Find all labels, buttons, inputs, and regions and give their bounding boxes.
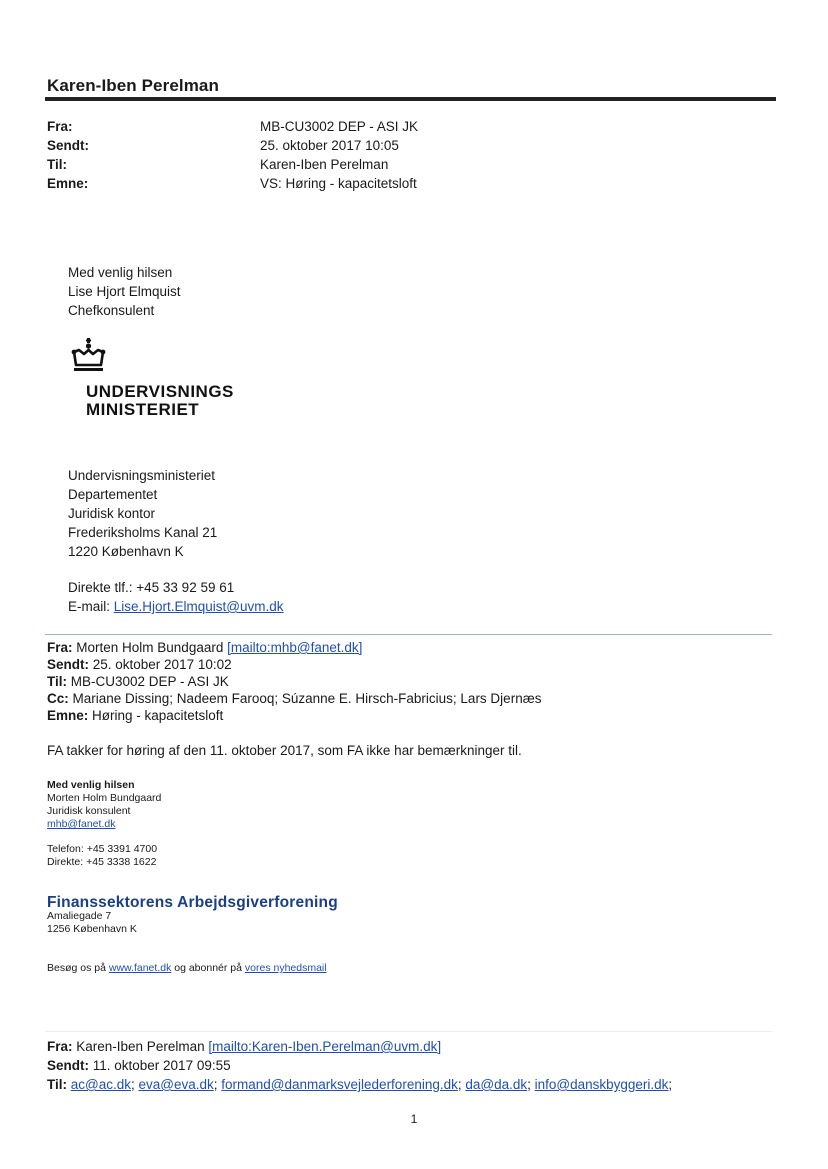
email2-sent-value: 25. oktober 2017 10:02	[89, 657, 232, 672]
header-labels	[47, 117, 89, 193]
email2-from-label: Fra:	[47, 640, 73, 655]
org-city: 1256 København K	[47, 923, 137, 935]
address-line: Undervisningsministeriet	[68, 468, 216, 483]
recipient-link[interactable]: ac@ac.dk	[70, 1077, 131, 1092]
logo-line-1: UNDERVISNINGS	[86, 382, 234, 401]
visit-line	[47, 962, 327, 974]
header-label-from: Fra:	[47, 119, 73, 134]
email2-mailto-link[interactable]: [mailto:mhb@fanet.dk]	[227, 640, 363, 655]
email3-to: Til: ac@ac.dk; eva@eva.dk; formand@danmarksvejlederforening.dk; da@da.dk; info@danskbyggeri.dk;	[47, 1077, 673, 1092]
signature-name: Lise Hjort Elmquist	[68, 284, 181, 299]
email3-sent	[47, 1056, 672, 1075]
email3-sent-value: 11. oktober 2017 09:55	[89, 1058, 231, 1073]
crown-icon	[70, 338, 110, 381]
email2-from-name: Morten Holm Bundgaard	[72, 640, 228, 655]
address-line: Departementet	[68, 487, 158, 502]
email3-mailto-link[interactable]: [mailto:Karen-Iben.Perelman@uvm.dk]	[208, 1039, 442, 1054]
message-divider-2	[45, 1031, 772, 1032]
page-number: 1	[410, 1112, 418, 1126]
signature-greeting: Med venlig hilsen	[68, 265, 173, 280]
header-label-to: Til:	[47, 157, 67, 172]
org-address	[47, 910, 137, 936]
website-link[interactable]: www.fanet.dk	[108, 962, 172, 974]
document-owner-name: Karen-Iben Perelman	[47, 76, 219, 95]
address-line: Frederiksholms Kanal 21	[68, 525, 218, 540]
email3-to-label: Til:	[47, 1077, 67, 1092]
address-block	[68, 466, 217, 561]
header-sent-value: 25. oktober 2017 10:05	[260, 138, 399, 153]
email2-to-value: MB-CU3002 DEP - ASI JK	[67, 674, 229, 689]
signature-block	[68, 263, 181, 320]
visit-pre: Besøg os på	[47, 962, 109, 974]
email2-sig-title: Juridisk konsulent	[47, 805, 131, 817]
email-line	[68, 597, 284, 616]
email2-subject	[47, 707, 541, 724]
email2-sent	[47, 656, 541, 673]
address-line: Juridisk kontor	[68, 506, 156, 521]
ministry-logo-text	[86, 383, 234, 419]
recipient-link[interactable]: info@danskbyggeri.dk	[534, 1077, 669, 1092]
original-message-header	[47, 1037, 672, 1094]
email2-subject-value: Høring - kapacitetsloft	[88, 708, 224, 723]
email2-signature	[47, 779, 161, 831]
email2-body: FA takker for høring af den 11. oktober 2017, som FA ikke har bemærkninger til.	[47, 743, 522, 758]
email3-sent-label: Sendt:	[47, 1058, 89, 1073]
address-line: 1220 København K	[68, 544, 184, 559]
signature-title: Chefkonsulent	[68, 303, 155, 318]
email2-sig-greeting: Med venlig hilsen	[47, 779, 135, 791]
recipient-link[interactable]: eva@eva.dk	[138, 1077, 214, 1092]
email2-sig-name: Morten Holm Bundgaard	[47, 792, 162, 804]
email3-from-label: Fra:	[47, 1039, 73, 1054]
header-label-sent: Sendt:	[47, 138, 89, 153]
org-street: Amaliegade 7	[47, 910, 112, 922]
header-values	[260, 117, 418, 193]
email3-from	[47, 1037, 672, 1056]
email2-to-label: Til:	[47, 674, 67, 689]
header-to-value: Karen-Iben Perelman	[260, 157, 389, 172]
recipient-link[interactable]: formand@danmarksvejlederforening.dk	[221, 1077, 458, 1092]
email2-cc	[47, 690, 541, 707]
email2-from	[47, 639, 541, 656]
email2-cc-value: Mariane Dissing; Nadeem Farooq; Súzanne E. Hirsch-Fabricius; Lars Djernæs	[68, 691, 542, 706]
header-from-value: MB-CU3002 DEP - ASI JK	[260, 119, 419, 134]
email-label: E-mail:	[68, 599, 114, 614]
email3-from-name: Karen-Iben Perelman	[72, 1039, 209, 1054]
org-name: Finanssektorens Arbejdsgiverforening	[47, 894, 338, 911]
logo-line-2: MINISTERIET	[86, 400, 200, 419]
newsletter-link[interactable]: vores nyhedsmail	[244, 962, 327, 974]
email2-cc-label: Cc:	[47, 691, 69, 706]
forwarded-message-header	[47, 639, 541, 724]
visit-mid: og abonnér på	[171, 962, 245, 974]
telefon: Telefon: +45 3391 4700	[47, 843, 158, 855]
email2-sig-email-link[interactable]: mhb@fanet.dk	[47, 818, 116, 830]
header-label-subject: Emne:	[47, 176, 89, 191]
email-link[interactable]: Lise.Hjort.Elmquist@uvm.dk	[113, 599, 284, 614]
email2-to	[47, 673, 541, 690]
email2-subject-label: Emne:	[47, 708, 89, 723]
email2-phones	[47, 843, 157, 869]
message-divider	[45, 634, 772, 635]
direkte: Direkte: +45 3338 1622	[47, 856, 157, 868]
header-rule	[45, 97, 776, 101]
contact-block	[68, 578, 284, 616]
direct-phone: Direkte tlf.: +45 33 92 59 61	[68, 580, 235, 595]
email2-sent-label: Sendt:	[47, 657, 89, 672]
recipient-link[interactable]: da@da.dk	[465, 1077, 528, 1092]
header-subject-value: VS: Høring - kapacitetsloft	[260, 176, 417, 191]
